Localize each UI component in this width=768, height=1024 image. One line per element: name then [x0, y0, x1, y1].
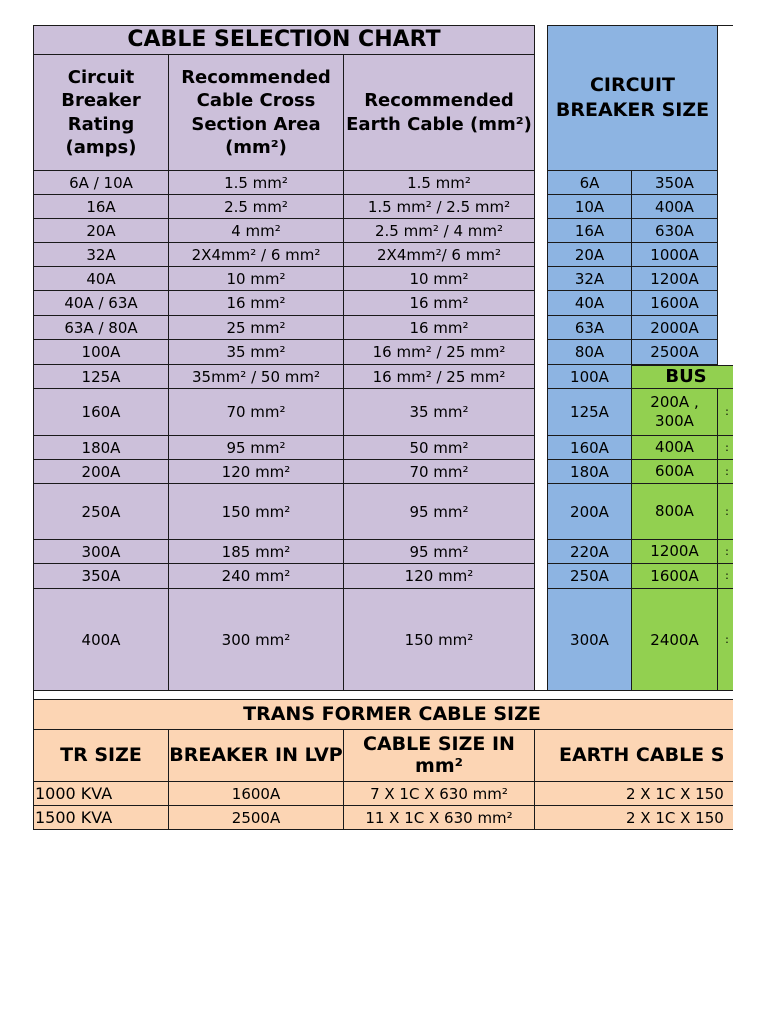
- header-breaker-lvp: BREAKER IN LVP: [168, 729, 344, 782]
- header-cable-cross-section: Recommended Cable Cross Section Area (mm²): [168, 54, 344, 171]
- rating-cell: 250A: [33, 483, 169, 540]
- earth-cable-cell: 1.5 mm²: [343, 170, 535, 195]
- breaker-size-cell: 2500A: [631, 339, 718, 365]
- bus-rating-cell: 200A , 300A: [631, 388, 718, 436]
- breaker-size-cell: 200A: [547, 483, 632, 540]
- cable-size-cell: 35mm² / 50 mm²: [168, 364, 344, 389]
- earth-cable-cell: 10 mm²: [343, 266, 535, 291]
- breaker-size-cell: 300A: [547, 588, 632, 692]
- bus-rating-cell: 400A: [631, 435, 718, 460]
- tr-cable-cell: 7 X 1C X 630 mm²: [343, 781, 535, 806]
- rating-cell: 40A / 63A: [33, 290, 169, 316]
- breaker-size-cell: 160A: [547, 435, 632, 460]
- breaker-size-cell: 350A: [631, 170, 718, 195]
- rating-cell: 125A: [33, 364, 169, 389]
- earth-cable-cell: 70 mm²: [343, 459, 535, 484]
- earth-cable-cell: 16 mm²: [343, 290, 535, 316]
- right-white-strip: [717, 25, 733, 366]
- cable-size-cell: 4 mm²: [168, 218, 344, 243]
- breaker-size-cell: 180A: [547, 459, 632, 484]
- breaker-size-cell: 630A: [631, 218, 718, 243]
- header-earth-cable-size: EARTH CABLE S: [534, 729, 733, 782]
- earth-cable-cell: 2X4mm²/ 6 mm²: [343, 242, 535, 267]
- earth-cable-cell: 95 mm²: [343, 483, 535, 540]
- bus-overflow-cell: :: [717, 483, 733, 540]
- cable-size-cell: 185 mm²: [168, 539, 344, 564]
- breaker-size-cell: 125A: [547, 388, 632, 436]
- rating-cell: 160A: [33, 388, 169, 436]
- bus-rating-cell: 800A: [631, 483, 718, 540]
- breaker-size-cell: 400A: [631, 194, 718, 219]
- breaker-size-cell: 1000A: [631, 242, 718, 267]
- cable-size-cell: 35 mm²: [168, 339, 344, 365]
- cable-size-cell: 70 mm²: [168, 388, 344, 436]
- rating-cell: 300A: [33, 539, 169, 564]
- bus-title: BUS: [631, 365, 733, 389]
- transformer-title: TRANS FORMER CABLE SIZE: [33, 699, 733, 730]
- rating-cell: 16A: [33, 194, 169, 219]
- tr-size-cell: 1500 KVA: [33, 805, 169, 830]
- rating-cell: 180A: [33, 435, 169, 460]
- tr-earth-cell: 2 X 1C X 150: [534, 805, 733, 830]
- tr-size-cell: 1000 KVA: [33, 781, 169, 806]
- breaker-size-cell: 16A: [547, 218, 632, 243]
- tr-breaker-cell: 1600A: [168, 781, 344, 806]
- header-breaker-rating: Circuit Breaker Rating (amps): [33, 54, 169, 171]
- earth-cable-cell: 35 mm²: [343, 388, 535, 436]
- breaker-size-cell: 10A: [547, 194, 632, 219]
- bus-rating-cell: 1600A: [631, 563, 718, 589]
- bus-overflow-cell: :: [717, 435, 733, 460]
- breaker-size-cell: 250A: [547, 563, 632, 589]
- breaker-size-cell: 220A: [547, 539, 632, 564]
- bus-rating-cell: 2400A: [631, 588, 718, 692]
- breaker-size-cell: 100A: [547, 364, 632, 389]
- tr-breaker-cell: 2500A: [168, 805, 344, 830]
- breaker-size-title: CIRCUIT BREAKER SIZE: [547, 25, 718, 171]
- cable-size-cell: 16 mm²: [168, 290, 344, 316]
- header-earth-cable: Recommended Earth Cable (mm²): [343, 54, 535, 171]
- breaker-size-cell: 1600A: [631, 290, 718, 316]
- rating-cell: 100A: [33, 339, 169, 365]
- rating-cell: 400A: [33, 588, 169, 692]
- cable-size-cell: 95 mm²: [168, 435, 344, 460]
- earth-cable-cell: 1.5 mm² / 2.5 mm²: [343, 194, 535, 219]
- cable-size-cell: 10 mm²: [168, 266, 344, 291]
- bus-overflow-cell: :: [717, 388, 733, 436]
- rating-cell: 20A: [33, 218, 169, 243]
- earth-cable-cell: 95 mm²: [343, 539, 535, 564]
- rating-cell: 63A / 80A: [33, 315, 169, 340]
- header-cable-size: CABLE SIZE IN mm²: [343, 729, 535, 782]
- cable-size-cell: 150 mm²: [168, 483, 344, 540]
- breaker-size-cell: 40A: [547, 290, 632, 316]
- tr-earth-cell: 2 X 1C X 150: [534, 781, 733, 806]
- bus-rating-cell: 1200A: [631, 539, 718, 564]
- cable-size-cell: 2.5 mm²: [168, 194, 344, 219]
- earth-cable-cell: 16 mm² / 25 mm²: [343, 339, 535, 365]
- earth-cable-cell: 16 mm² / 25 mm²: [343, 364, 535, 389]
- cable-size-cell: 25 mm²: [168, 315, 344, 340]
- rating-cell: 350A: [33, 563, 169, 589]
- bus-overflow-cell: :: [717, 588, 733, 692]
- cable-size-cell: 300 mm²: [168, 588, 344, 692]
- earth-cable-cell: 2.5 mm² / 4 mm²: [343, 218, 535, 243]
- bus-overflow-cell: :: [717, 459, 733, 484]
- cable-size-cell: 1.5 mm²: [168, 170, 344, 195]
- cable-size-cell: 240 mm²: [168, 563, 344, 589]
- main-title: CABLE SELECTION CHART: [33, 25, 535, 55]
- breaker-size-cell: 2000A: [631, 315, 718, 340]
- earth-cable-cell: 16 mm²: [343, 315, 535, 340]
- cable-size-cell: 120 mm²: [168, 459, 344, 484]
- rating-cell: 32A: [33, 242, 169, 267]
- tr-cable-cell: 11 X 1C X 630 mm²: [343, 805, 535, 830]
- rating-cell: 6A / 10A: [33, 170, 169, 195]
- bus-overflow-cell: :: [717, 539, 733, 564]
- breaker-size-cell: 20A: [547, 242, 632, 267]
- bus-rating-cell: 600A: [631, 459, 718, 484]
- breaker-size-cell: 63A: [547, 315, 632, 340]
- breaker-size-cell: 80A: [547, 339, 632, 365]
- breaker-size-cell: 32A: [547, 266, 632, 291]
- rating-cell: 40A: [33, 266, 169, 291]
- cable-size-cell: 2X4mm² / 6 mm²: [168, 242, 344, 267]
- earth-cable-cell: 150 mm²: [343, 588, 535, 692]
- earth-cable-cell: 120 mm²: [343, 563, 535, 589]
- breaker-size-cell: 6A: [547, 170, 632, 195]
- breaker-size-cell: 1200A: [631, 266, 718, 291]
- rating-cell: 200A: [33, 459, 169, 484]
- header-tr-size: TR SIZE: [33, 729, 169, 782]
- earth-cable-cell: 50 mm²: [343, 435, 535, 460]
- bus-overflow-cell: :: [717, 563, 733, 589]
